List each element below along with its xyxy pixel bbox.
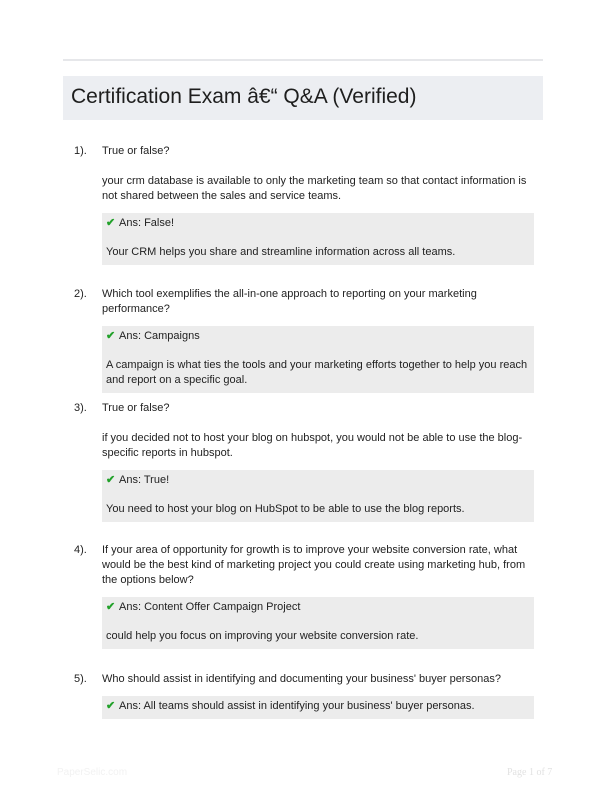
question-item [63, 144, 543, 265]
check-icon: ✔ [106, 700, 116, 712]
question-text: True or false? [102, 402, 170, 414]
check-icon: ✔ [106, 217, 116, 229]
top-divider [63, 59, 543, 61]
answer-explanation: Your CRM helps you share and streamline information across all teams. [106, 246, 456, 258]
answer-box [102, 470, 534, 522]
question-number: 1). [74, 145, 87, 157]
answer-text: Ans: Content Offer Campaign Project [119, 601, 301, 613]
check-icon: ✔ [106, 474, 116, 486]
footer-watermark: PaperSelic.com [57, 767, 128, 778]
question-number: 4). [74, 544, 87, 556]
question-text: If your area of opportunity for growth is to improve your website conversion rate, what would be the best kind of marketing project you could create using marketing hub, from the options below? [102, 544, 526, 586]
question-number: 5). [74, 673, 87, 685]
answer-explanation: could help you focus on improving your website conversion rate. [106, 630, 419, 642]
question-text: Who should assist in identifying and documenting your business' buyer personas? [102, 673, 501, 685]
question-text: True or false? [102, 145, 170, 157]
answer-box [102, 696, 534, 719]
answer-text: Ans: True! [119, 474, 170, 486]
question-item [63, 543, 543, 649]
question-item [63, 401, 543, 522]
question-item [63, 672, 543, 719]
page-title: Certification Exam â€“ Q&A (Verified) [71, 85, 417, 108]
page-number: Page 1 of 7 [507, 767, 553, 778]
question-text: your crm database is available to only the marketing team so that contact information is not shared between the sales and service teams. [102, 175, 527, 202]
answer-box [102, 597, 534, 649]
answer-box [102, 213, 534, 265]
answer-text: Ans: Campaigns [119, 330, 200, 342]
answer-explanation: A campaign is what ties the tools and your marketing efforts together to help you reach and report on a specific goal. [106, 359, 528, 386]
question-text: if you decided not to host your blog on hubspot, you would not be able to use the blog-specific reports in hubspot. [102, 432, 523, 459]
answer-explanation: You need to host your blog on HubSpot to be able to use the blog reports. [106, 503, 465, 515]
question-number: 3). [74, 402, 87, 414]
title-banner [63, 76, 543, 120]
check-icon: ✔ [106, 601, 116, 613]
question-item [63, 287, 543, 393]
question-text: Which tool exemplifies the all-in-one approach to reporting on your marketing performance? [102, 288, 477, 315]
check-icon: ✔ [106, 330, 116, 342]
question-number: 2). [74, 288, 87, 300]
answer-text: Ans: False! [119, 217, 175, 229]
answer-box [102, 326, 534, 393]
answer-text: Ans: All teams should assist in identifying your business' buyer personas. [119, 700, 475, 712]
